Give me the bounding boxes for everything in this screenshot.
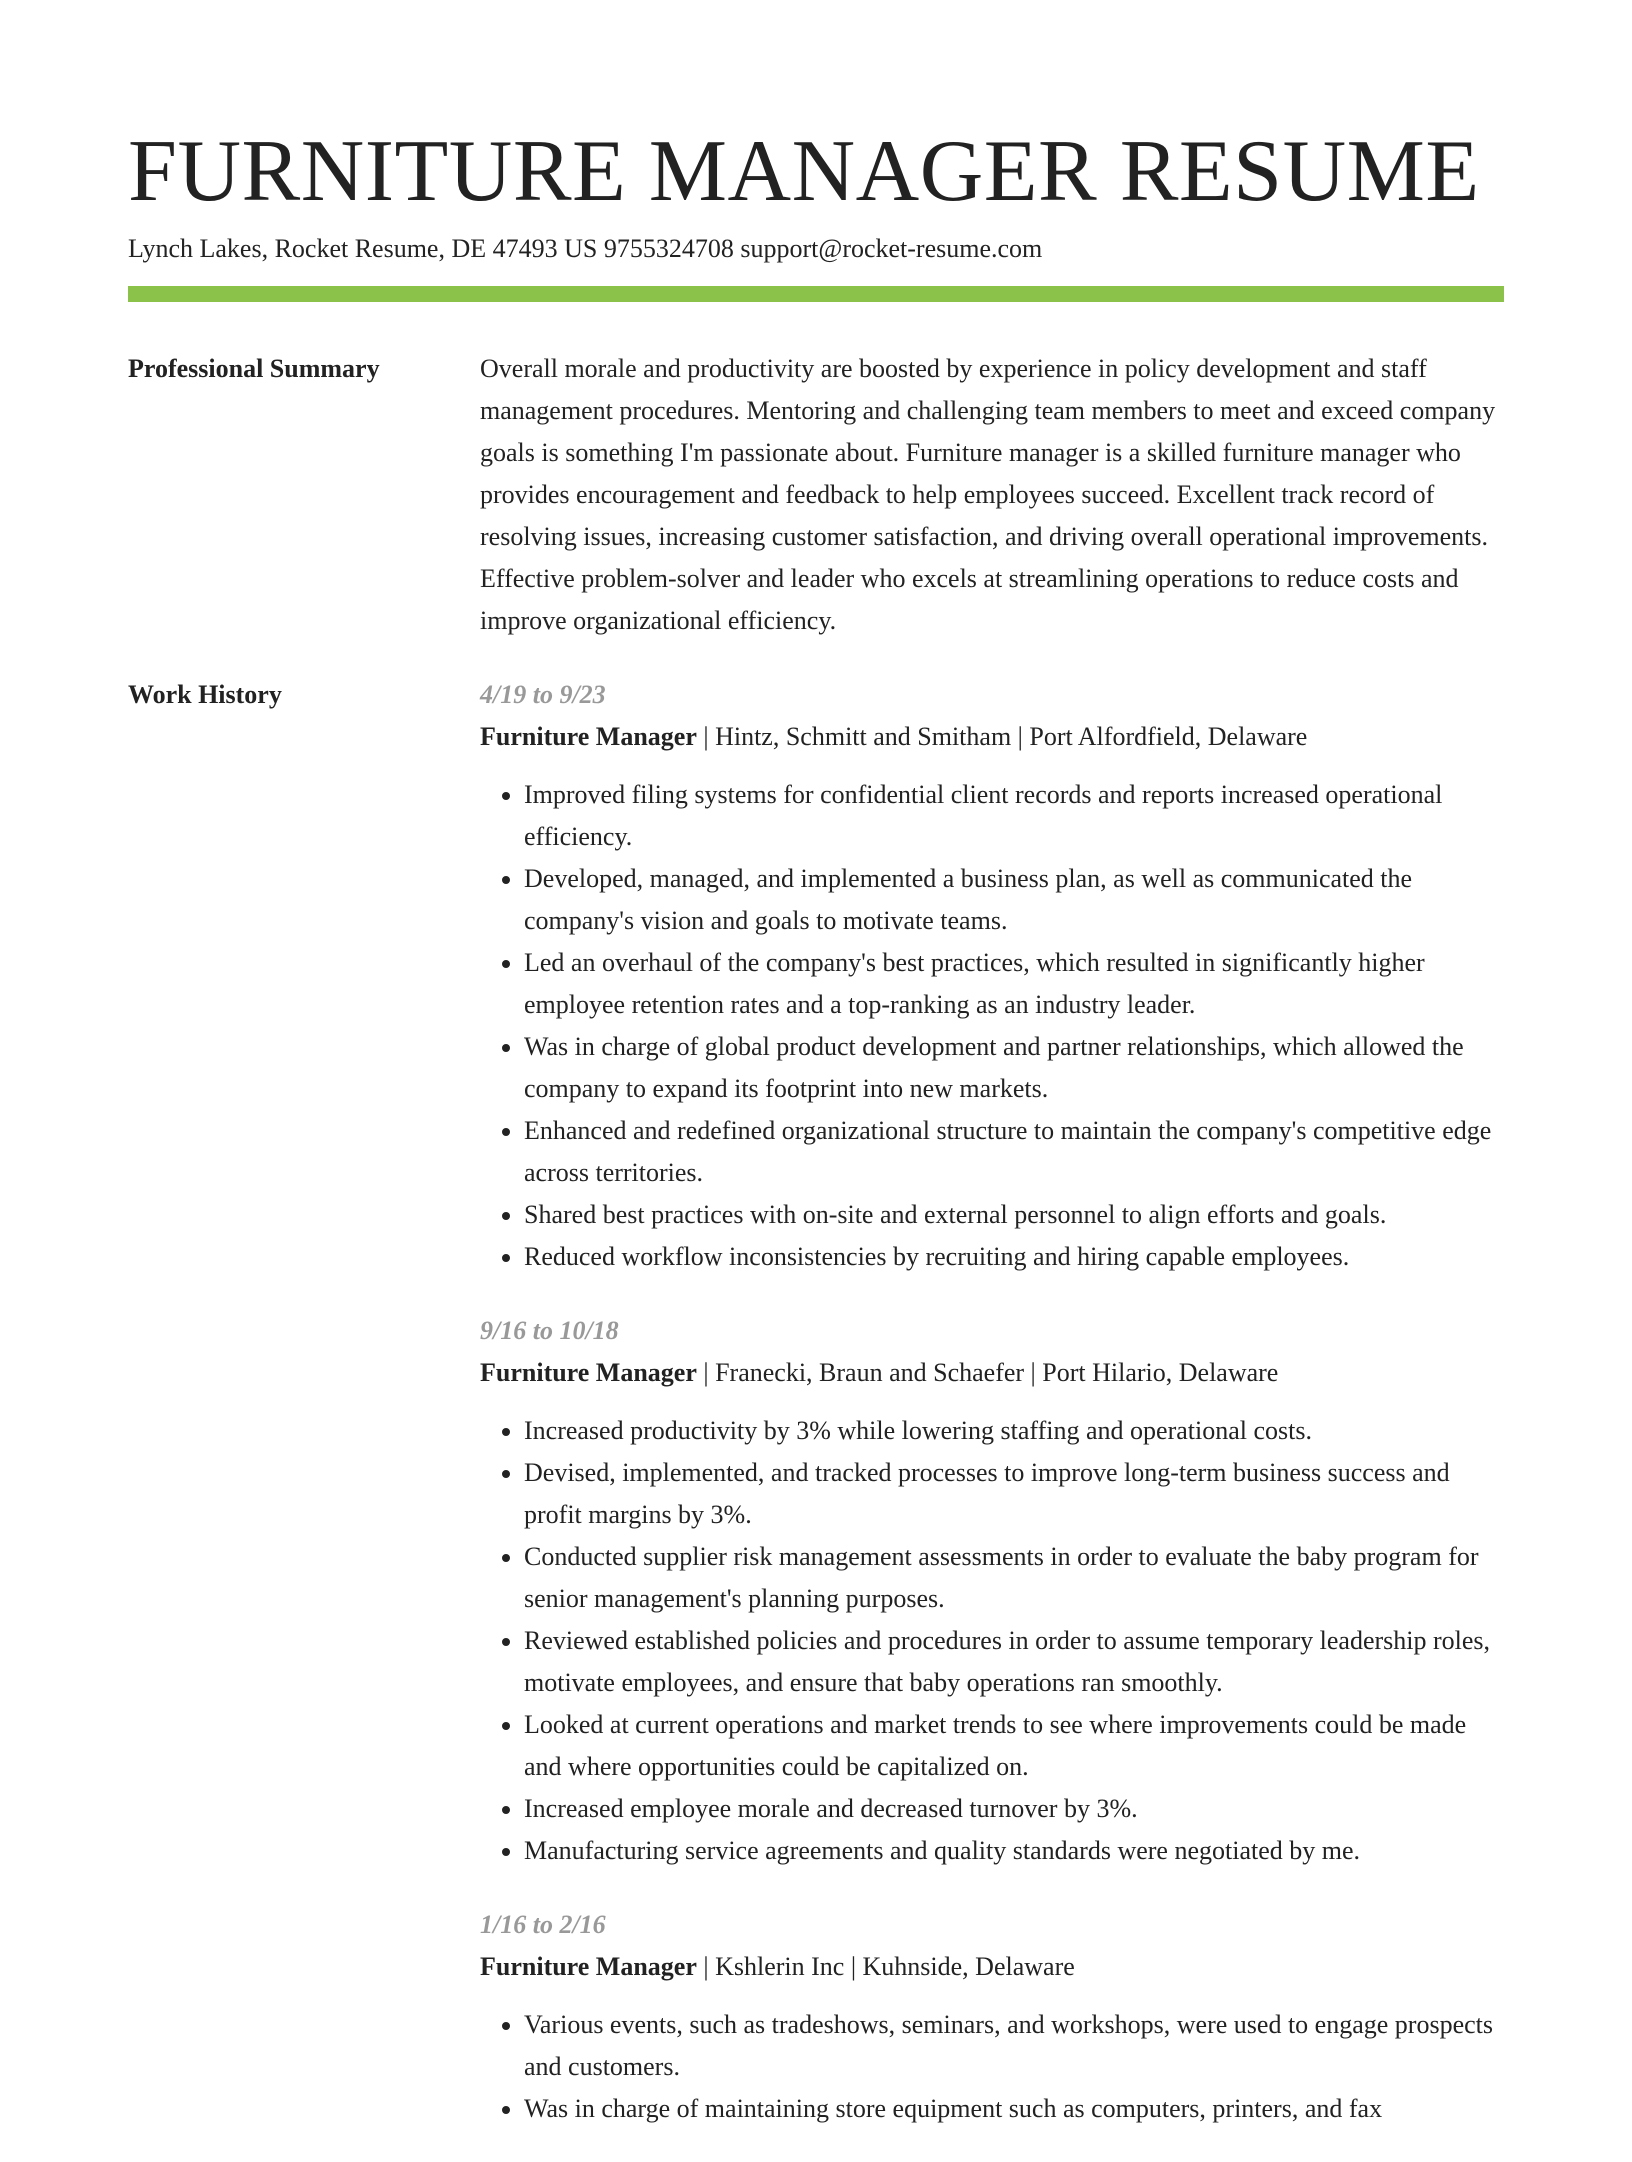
job-employer-location: | Kshlerin Inc | Kuhnside, Delaware <box>696 1952 1075 1981</box>
job-bullet-list <box>480 774 1504 1278</box>
job-employer-location: | Franecki, Braun and Schaefer | Port Hilario, Delaware <box>696 1358 1279 1387</box>
job-heading <box>480 716 1504 758</box>
job-bullet: • Conducted supplier risk management assessments in order to evaluate the baby program for senior management's planning purposes. <box>524 1536 1504 1620</box>
contact-info: Lynch Lakes, Rocket Resume, DE 47493 US 9755324708 support@rocket-resume.com <box>128 234 1043 263</box>
summary-text: Overall morale and productivity are boosted by experience in policy development and staff management procedures. Mentoring and challenging team members to meet and exceed company goals is something I'm passionate about. Furniture manager is a skilled furniture manager who provides encouragement and feedback to help employees succeed. Excellent track record of resolving issues, increasing customer satisfaction, and driving overall operational improvements. Effective problem-solver and leader who excels at streamlining operations to reduce costs and improve organizational efficiency. <box>480 354 1496 635</box>
job-date: 4/19 to 9/23 <box>480 680 606 709</box>
job-heading <box>480 1946 1504 1988</box>
job-bullet: • Was in charge of maintaining store equipment such as computers, printers, and fax <box>524 2088 1504 2130</box>
job-date: 1/16 to 2/16 <box>480 1910 606 1939</box>
job-bullet-list <box>480 2004 1504 2130</box>
job-bullet-list <box>480 1410 1504 1872</box>
job-employer-location: | Hintz, Schmitt and Smitham | Port Alfordfield, Delaware <box>696 722 1308 751</box>
header-divider <box>128 286 1504 302</box>
resume-title: FURNITURE MANAGER RESUME <box>128 123 1480 220</box>
work-history-body <box>480 674 1504 2162</box>
job-bullet: • Reduced workflow inconsistencies by recruiting and hiring capable employees. <box>524 1236 1504 1278</box>
job-bullet: • Led an overhaul of the company's best practices, which resulted in significantly higher employee retention rates and a top-ranking as an industry leader. <box>524 942 1504 1026</box>
summary-body <box>480 348 1504 642</box>
job-bullet: • Manufacturing service agreements and quality standards were negotiated by me. <box>524 1830 1504 1872</box>
job-bullet: • Devised, implemented, and tracked processes to improve long-term business success and profit margins by 3%. <box>524 1452 1504 1536</box>
job-entry <box>480 674 1504 1278</box>
job-bullet: • Enhanced and redefined organizational structure to maintain the company's competitive edge across territories. <box>524 1110 1504 1194</box>
job-bullet: • Looked at current operations and market trends to see where improvements could be made and where opportunities could be capitalized on. <box>524 1704 1504 1788</box>
job-bullet: • Increased employee morale and decreased turnover by 3%. <box>524 1788 1504 1830</box>
section-label-professional-summary: Professional Summary <box>128 354 380 383</box>
job-bullet: • Was in charge of global product development and partner relationships, which allowed the company to expand its footprint into new markets. <box>524 1026 1504 1110</box>
job-entry <box>480 1310 1504 1872</box>
job-bullet: • Increased productivity by 3% while lowering staffing and operational costs. <box>524 1410 1504 1452</box>
job-bullet: • Reviewed established policies and procedures in order to assume temporary leadership roles, motivate employees, and ensure that baby operations ran smoothly. <box>524 1620 1504 1704</box>
section-label-work-history: Work History <box>128 680 282 709</box>
job-heading <box>480 1352 1504 1394</box>
job-title: Furniture Manager <box>480 722 697 751</box>
job-title: Furniture Manager <box>480 1358 697 1387</box>
job-bullet: • Improved filing systems for confidential client records and reports increased operational efficiency. <box>524 774 1504 858</box>
job-bullet: • Various events, such as tradeshows, seminars, and workshops, were used to engage prospects and customers. <box>524 2004 1504 2088</box>
job-entry <box>480 1904 1504 2130</box>
job-date: 9/16 to 10/18 <box>480 1316 619 1345</box>
job-bullet: • Shared best practices with on-site and external personnel to align efforts and goals. <box>524 1194 1504 1236</box>
job-title: Furniture Manager <box>480 1952 697 1981</box>
job-bullet: • Developed, managed, and implemented a business plan, as well as communicated the company's vision and goals to motivate teams. <box>524 858 1504 942</box>
